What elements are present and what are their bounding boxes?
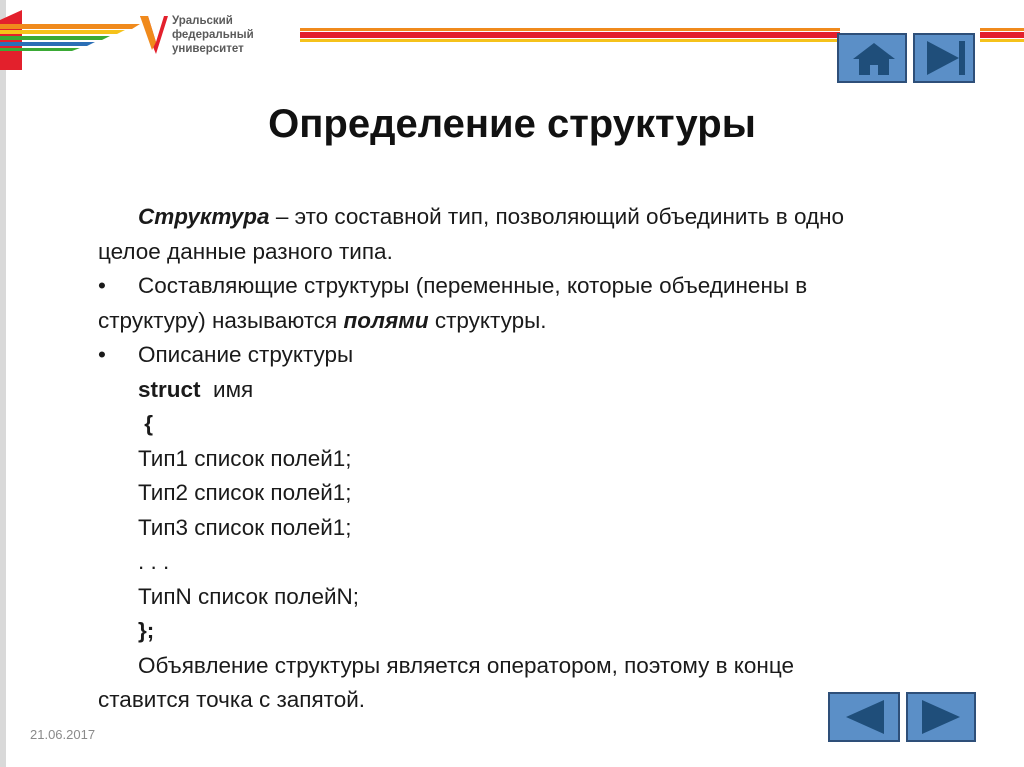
code-field-line-2: Тип2 список полей1; xyxy=(138,480,352,505)
bullet-fields-start: структуру) называются xyxy=(98,307,344,333)
logo-mark-icon xyxy=(138,14,168,58)
bullet-marker: • xyxy=(98,273,106,298)
logo-text xyxy=(172,14,254,56)
university-logo xyxy=(138,12,308,60)
logo-line-3: университет xyxy=(172,43,244,55)
bullet-fields-line-1 xyxy=(98,269,978,304)
code-field-line-3: Тип3 список полей1; xyxy=(138,514,352,540)
code-field-line-1: Тип1 список полей1; xyxy=(138,445,352,471)
bullet-fields-text: Составляющие структуры (переменные, которые объединены в xyxy=(138,273,808,298)
code-ellipsis: . . . xyxy=(138,549,170,574)
code-keyword: struct xyxy=(138,376,201,402)
code-field-line-n: ТипN список полейN; xyxy=(138,583,360,609)
code-open-brace: { xyxy=(138,411,154,436)
last-slide-button[interactable] xyxy=(913,33,975,83)
definition-line-2: целое данные разного типа. xyxy=(98,238,393,264)
code-struct-line xyxy=(98,373,978,408)
slide-date: 21.06.2017 xyxy=(30,727,96,742)
term-fields: полями xyxy=(343,307,429,333)
code-struct-name: имя xyxy=(200,376,254,402)
term-structure: Структура xyxy=(138,204,270,229)
code-close-brace: }; xyxy=(138,618,155,643)
bullet-fields-line-2 xyxy=(98,304,978,339)
slide-title: Определение структуры xyxy=(268,102,756,146)
bullet-fields-end: структуры. xyxy=(428,307,547,333)
declaration-line-1: Объявление структуры является оператором, поэтому в конце xyxy=(138,652,794,678)
home-icon xyxy=(839,35,905,81)
definition-text: – это составной тип, позволяющий объединить в одно xyxy=(269,204,845,229)
definition-line-1 xyxy=(98,200,978,235)
bullet-description-line xyxy=(98,338,978,373)
bullet-marker: • xyxy=(98,342,106,367)
slide-body xyxy=(98,200,978,718)
logo-line-2: федеральный xyxy=(172,29,254,41)
last-slide-icon xyxy=(915,35,973,81)
logo-line-1: Уральский xyxy=(172,15,233,27)
bullet-description-text: Описание структуры xyxy=(138,342,354,367)
home-button[interactable] xyxy=(837,33,907,83)
declaration-line-2: ставится точка с запятой. xyxy=(98,687,366,712)
